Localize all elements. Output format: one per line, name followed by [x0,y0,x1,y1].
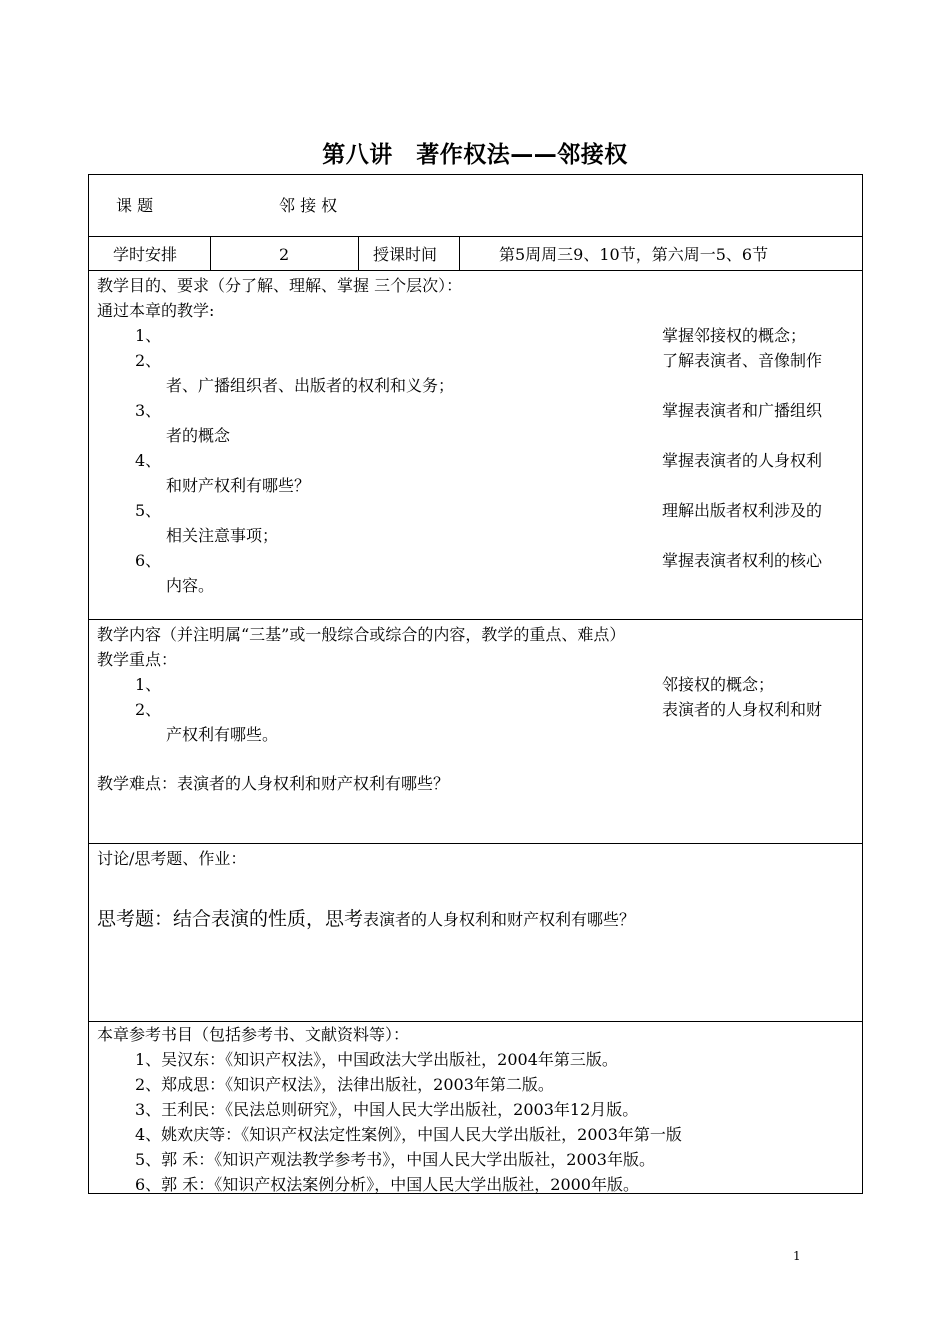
key-point-text: 表演者的人身权利和财 [662,700,823,719]
page-number: 1 [793,1249,801,1263]
difficulty-text: 教学难点：表演者的人身权利和财产权利有哪些？ [97,774,450,793]
discussion-heading: 讨论/思考题、作业： [97,849,247,868]
row-divider [89,236,862,237]
objective-text-continued: 相关注意事项； [166,526,279,545]
objective-text-continued: 内容。 [166,576,215,595]
column-divider [459,237,460,271]
topic-value: 邻 接 权 [279,196,338,215]
objective-text-continued: 者的概念 [166,426,231,445]
discussion-question [97,905,635,934]
references-heading: 本章参考书目（包括参考书、文献资料等）： [97,1025,410,1044]
question-part-b: 表演者的人身权利和财产权利有哪些？ [363,910,636,929]
page-title: 第八讲 著作权法——邻接权 [322,142,628,168]
question-part-a: 思考题：结合表演的性质，思考 [97,908,364,930]
key-point-number: 2、 [135,700,162,719]
reference-item: 4、姚欢庆等：《知识产权法定性案例》，中国人民大学出版社，2003年第一版 [135,1125,682,1144]
objective-text: 掌握邻接权的概念； [662,326,807,345]
objective-text: 掌握表演者和广播组织 [662,401,823,420]
objective-number: 2、 [135,351,162,370]
objective-number: 3、 [135,401,162,420]
column-divider [358,237,359,271]
syllabus-table [88,174,863,1194]
hours-label: 学时安排 [113,245,178,264]
topic-label: 课 题 [116,196,154,215]
row-divider [89,843,862,844]
objective-number: 1、 [135,326,162,345]
row-divider [89,270,862,271]
key-point-number: 1、 [135,675,162,694]
time-value: 第5周周三9、10节，第六周一5、6节 [499,245,769,264]
objective-text-continued: 和财产权利有哪些？ [166,476,311,495]
key-point-text: 邻接权的概念； [662,675,775,694]
hours-value: 2 [279,245,290,264]
objective-text: 了解表演者、音像制作 [662,351,823,370]
content-heading: 教学内容（并注明属“三基”或一般综合或综合的内容，教学的重点、难点） [97,625,626,644]
reference-item: 3、王利民：《民法总则研究》，中国人民大学出版社，2003年12月版。 [135,1100,639,1119]
objective-number: 5、 [135,501,162,520]
column-divider [210,237,211,271]
objective-number: 4、 [135,451,162,470]
reference-item: 1、吴汉东：《知识产权法》，中国政法大学出版社，2004年第三版。 [135,1050,618,1069]
reference-item: 2、郑成思：《知识产权法》，法律出版社，2003年第二版。 [135,1075,554,1094]
objective-text: 理解出版者权利涉及的 [662,501,823,520]
objectives-intro: 通过本章的教学: [97,301,215,320]
objective-text: 掌握表演者权利的核心 [662,551,823,570]
key-point-text-continued: 产权利有哪些。 [166,725,279,744]
reference-item: 5、郭 禾：《知识产观法教学参考书》，中国人民大学出版社，2003年版。 [135,1150,655,1169]
objective-text-continued: 者、广播组织者、出版者的权利和义务； [166,376,455,395]
objective-text: 掌握表演者的人身权利 [662,451,823,470]
row-divider [89,619,862,620]
reference-item: 6、郭 禾：《知识产权法案例分析》，中国人民大学出版社，2000年版。 [135,1175,639,1194]
key-points-heading: 教学重点： [97,650,178,669]
objective-number: 6、 [135,551,162,570]
objectives-heading: 教学目的、要求（分了解、理解、掌握 三个层次）： [97,276,463,295]
time-label: 授课时间 [373,245,438,264]
